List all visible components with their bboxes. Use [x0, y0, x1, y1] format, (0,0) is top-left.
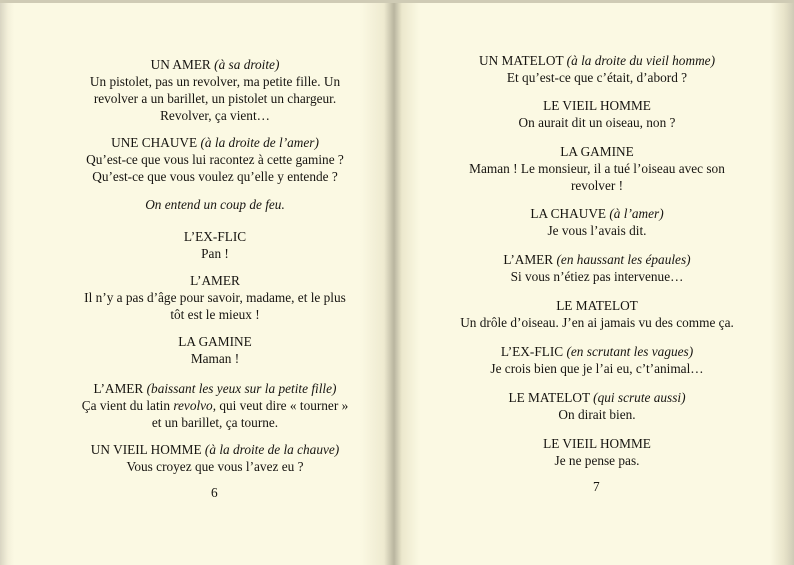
stage-direction: (à l’amer) [609, 206, 664, 221]
dialogue-block [400, 97, 794, 131]
dialogue-line: Si vous n’étiez pas intervenue… [510, 269, 684, 284]
stage-direction: On entend un coup de feu. [145, 197, 285, 212]
right-page [400, 0, 794, 565]
speaker-name: LE VIEIL HOMME [543, 436, 651, 451]
dialogue-block [0, 56, 430, 124]
speaker-name: UNE CHAUVE [111, 135, 198, 150]
dialogue-line: Revolver, ça vient… [160, 108, 270, 123]
speaker-name: L’EX-FLIC [183, 229, 247, 244]
stage-direction: (à la droite de la chauve) [204, 442, 340, 457]
speaker-name: LE VIEIL HOMME [543, 98, 651, 113]
dialogue-block [400, 52, 794, 86]
dialogue-text: Ça vient du latin [81, 398, 174, 413]
dialogue-block [400, 389, 794, 423]
speaker-name: LE MATELOT [556, 298, 638, 313]
stage-direction: (à la droite du vieil homme) [566, 53, 715, 68]
speaker-name: L’AMER [190, 273, 240, 288]
dialogue-block [0, 228, 430, 262]
dialogue-block [0, 441, 430, 475]
dialogue-block [400, 251, 794, 285]
dialogue-line: Maman ! Le monsieur, il a tué l’oiseau avec son [469, 161, 725, 176]
page-number: 7 [593, 479, 600, 494]
dialogue-line: Maman ! [190, 351, 240, 366]
stage-direction: (en scrutant les vagues) [566, 344, 694, 359]
dialogue-block [0, 134, 430, 185]
speaker-line [400, 389, 794, 406]
latin-word: revolvo [173, 398, 213, 413]
dialogue-block [400, 143, 794, 194]
speaker-name: UN AMER [150, 57, 211, 72]
speaker-name: UN VIEIL HOMME [90, 442, 202, 457]
dialogue-line: Et qu’est-ce que c’était, d’abord ? [506, 70, 688, 85]
speaker-line [0, 56, 430, 73]
dialogue-line: revolver a un barillet, un pistolet un chargeur. [93, 91, 337, 106]
speaker-name: UN MATELOT [479, 53, 564, 68]
page-number: 6 [211, 485, 218, 500]
dialogue-line: tôt est le mieux ! [170, 307, 260, 322]
dialogue-line: Un pistolet, pas un revolver, ma petite fille. Un [89, 74, 341, 89]
dialogue-line: Qu’est-ce que vous voulez qu’elle y entende ? [92, 169, 338, 184]
speaker-line [0, 441, 430, 458]
dialogue-line: Je ne pense pas. [554, 453, 640, 468]
dialogue-block [400, 205, 794, 239]
stage-direction: (à sa droite) [214, 57, 280, 72]
dialogue-block [400, 297, 794, 331]
dialogue-block [0, 333, 430, 367]
dialogue-line [0, 397, 430, 414]
speaker-line [400, 251, 794, 268]
speaker-name: LE MATELOT [508, 390, 590, 405]
dialogue-line: Un drôle d’oiseau. J’en ai jamais vu des comme ça. [460, 315, 734, 330]
speaker-name: LA GAMINE [178, 334, 252, 349]
dialogue-block [400, 343, 794, 377]
dialogue-line: On dirait bien. [558, 407, 636, 422]
dialogue-block [0, 272, 430, 323]
stage-direction-block [0, 196, 430, 213]
stage-direction: (à la droite de l’amer) [200, 135, 319, 150]
speaker-line [0, 134, 430, 151]
dialogue-line: revolver ! [570, 178, 624, 193]
stage-direction: (qui scrute aussi) [593, 390, 686, 405]
dialogue-line: Pan ! [201, 246, 229, 261]
dialogue-block [400, 435, 794, 469]
dialogue-line: Qu’est-ce que vous lui racontez à cette gamine ? [86, 152, 344, 167]
dialogue-line: et un barillet, ça tourne. [151, 415, 279, 430]
speaker-line [400, 205, 794, 222]
speaker-name: LA CHAUVE [530, 206, 607, 221]
speaker-line [400, 343, 794, 360]
dialogue-line: Je vous l’avais dit. [547, 223, 647, 238]
speaker-name: LA GAMINE [560, 144, 634, 159]
dialogue-line: Il n’y a pas d’âge pour savoir, madame, et le plus [84, 290, 346, 305]
dialogue-line: On aurait dit un oiseau, non ? [518, 115, 676, 130]
speaker-line [400, 52, 794, 69]
speaker-name: L’AMER [93, 381, 144, 396]
dialogue-line: Je crois bien que je l’ai eu, c’t’animal… [490, 361, 704, 376]
dialogue-block [0, 380, 430, 431]
dialogue-text: , qui veut dire « tourner » [212, 398, 349, 413]
stage-direction: (baissant les yeux sur la petite fille) [146, 381, 337, 396]
speaker-name: L’AMER [503, 252, 554, 267]
speaker-line [0, 380, 430, 397]
dialogue-line: Vous croyez que vous l’avez eu ? [126, 459, 304, 474]
speaker-name: L’EX-FLIC [500, 344, 564, 359]
stage-direction: (en haussant les épaules) [556, 252, 691, 267]
